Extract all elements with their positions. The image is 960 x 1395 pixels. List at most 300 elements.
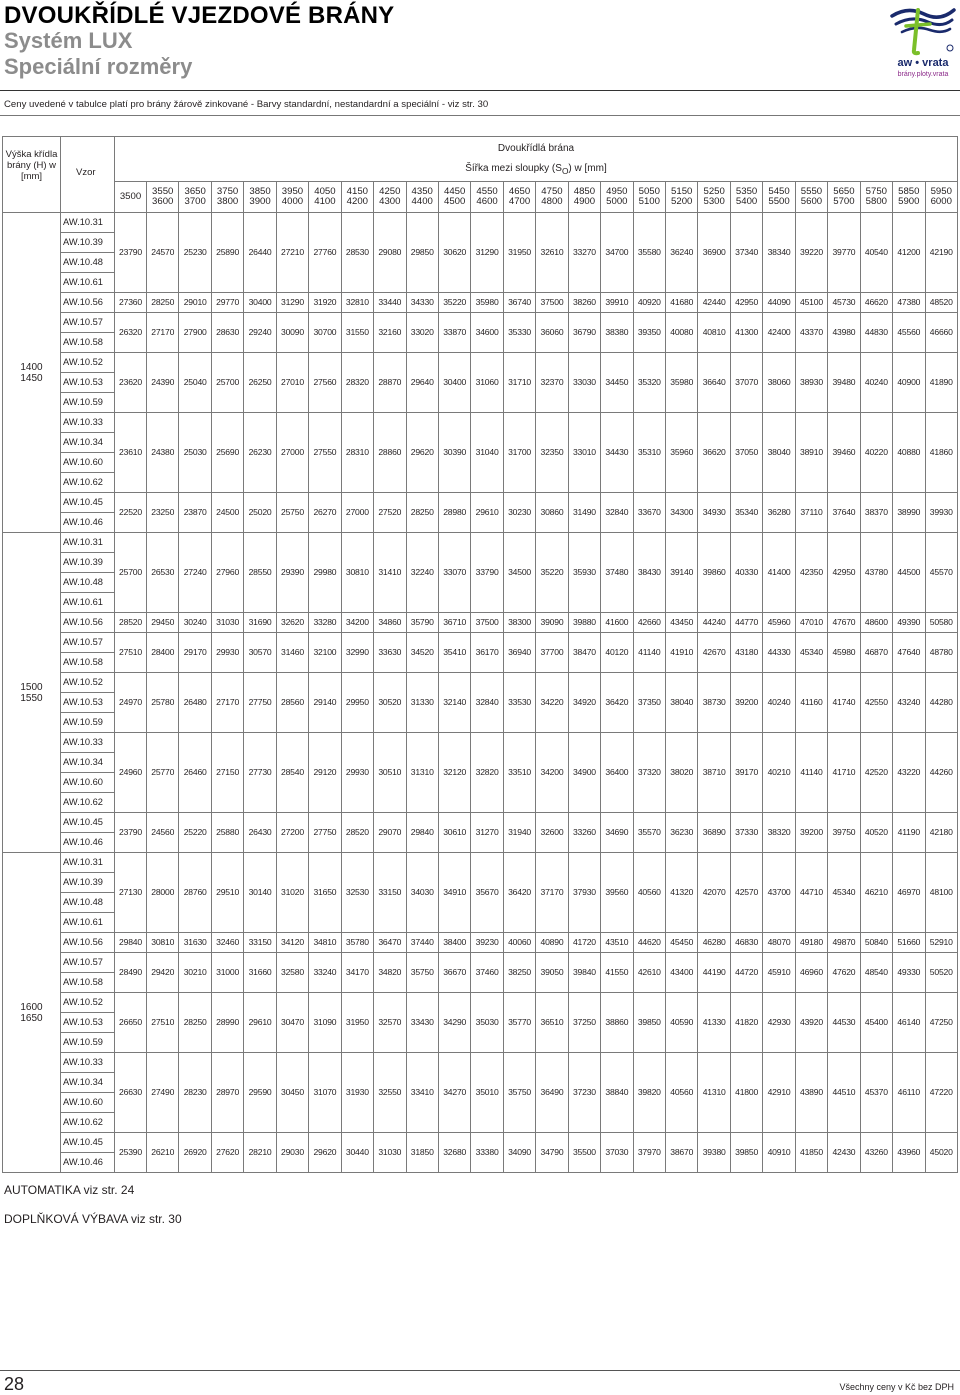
price-cell: 27150	[211, 733, 243, 813]
price-cell: 25230	[179, 213, 211, 293]
width-from: 5450	[768, 185, 790, 197]
price-cell: 27520	[374, 493, 406, 533]
vzor-code: AW.10.52	[61, 993, 115, 1013]
price-cell: 28210	[244, 1133, 276, 1173]
width-to: 3700	[184, 196, 206, 207]
price-cell: 41190	[893, 813, 925, 853]
width-to: 4300	[379, 196, 401, 207]
price-cell: 31940	[503, 813, 535, 853]
width-from: 3650	[184, 185, 206, 197]
price-cell: 28250	[147, 293, 179, 313]
price-cell: 43370	[795, 313, 827, 353]
price-cell: 33150	[244, 933, 276, 953]
price-cell: 30090	[276, 313, 308, 353]
price-cell: 29930	[341, 733, 373, 813]
price-cell: 25770	[147, 733, 179, 813]
price-cell: 39840	[568, 953, 600, 993]
price-cell: 28000	[147, 853, 179, 933]
vzor-code: AW.10.60	[61, 453, 115, 473]
price-cell: 39090	[536, 613, 568, 633]
price-cell: 39230	[471, 933, 503, 953]
price-cell: 34690	[601, 813, 633, 853]
width-to: 4900	[573, 196, 596, 207]
price-note: Ceny uvedené v tabulce platí pro brány žárově zinkované - Barvy standardní, nestandardní a speciální - viz str. 30	[4, 99, 489, 110]
width-column-header	[893, 182, 925, 213]
vzor-code: AW.10.48	[61, 893, 115, 913]
price-cell: 45370	[860, 1053, 892, 1133]
price-cell: 37460	[471, 953, 503, 993]
width-from: 4650	[508, 185, 531, 197]
price-cell: 32810	[341, 293, 373, 313]
price-cell: 33020	[406, 313, 438, 353]
vzor-code: AW.10.39	[61, 233, 115, 253]
price-cell: 29930	[211, 633, 243, 673]
vzor-code: AW.10.59	[61, 1033, 115, 1053]
price-cell: 25780	[147, 673, 179, 733]
price-cell: 42400	[763, 313, 795, 353]
price-cell: 35320	[633, 353, 665, 413]
width-from: 3950	[281, 185, 304, 197]
price-cell: 31630	[179, 933, 211, 953]
width-to: 6000	[930, 196, 952, 207]
price-cell: 27240	[179, 533, 211, 613]
price-cell: 51660	[893, 933, 925, 953]
price-cell: 34820	[374, 953, 406, 993]
price-cell: 41850	[795, 1133, 827, 1173]
price-cell: 31030	[211, 613, 243, 633]
price-cell: 30390	[438, 413, 470, 493]
price-cell: 33030	[568, 353, 600, 413]
vzor-header: Vzor	[61, 137, 115, 213]
price-cell: 37030	[601, 1133, 633, 1173]
price-cell: 39380	[698, 1133, 730, 1173]
price-cell: 35010	[471, 1053, 503, 1133]
vzor-code: AW.10.56	[61, 293, 115, 313]
price-cell: 42070	[698, 853, 730, 933]
price-cell: 36240	[666, 213, 698, 293]
price-cell: 44710	[795, 853, 827, 933]
price-cell: 39050	[536, 953, 568, 993]
price-cell: 32620	[276, 613, 308, 633]
price-cell: 35770	[503, 993, 535, 1053]
price-cell: 38400	[438, 933, 470, 953]
width-to: 3600	[152, 196, 174, 207]
price-cell: 41140	[633, 633, 665, 673]
price-cell: 39480	[828, 353, 860, 413]
height-value: 1450	[20, 372, 43, 384]
price-cell: 36790	[568, 313, 600, 353]
aw-vrata-logo-icon	[888, 4, 958, 56]
width-to: 4800	[541, 196, 563, 207]
price-cell: 29980	[309, 533, 341, 613]
price-cell: 42910	[763, 1053, 795, 1133]
price-cell: 36170	[471, 633, 503, 673]
price-cell: 45730	[828, 293, 860, 313]
price-cell: 37050	[730, 413, 762, 493]
price-cell: 29950	[341, 673, 373, 733]
price-cell: 29080	[374, 213, 406, 293]
price-cell: 36280	[763, 493, 795, 533]
price-cell: 27200	[276, 813, 308, 853]
vzor-code: AW.10.53	[61, 1013, 115, 1033]
price-cell: 35790	[406, 613, 438, 633]
height-value: 1550	[20, 692, 43, 704]
price-cell: 33260	[568, 813, 600, 853]
price-cell: 28550	[244, 533, 276, 613]
price-cell: 36060	[536, 313, 568, 353]
price-cell: 27000	[276, 413, 308, 493]
vzor-code: AW.10.46	[61, 513, 115, 533]
width-column-header	[374, 182, 406, 213]
price-cell: 32680	[438, 1133, 470, 1173]
width-from: 4950	[606, 185, 628, 197]
price-cell: 27170	[211, 673, 243, 733]
price-cell: 40240	[860, 353, 892, 413]
price-cell: 39910	[601, 293, 633, 313]
vybava-note: DOPLŇKOVÁ VÝBAVA viz str. 30	[4, 1212, 182, 1226]
price-cell: 34430	[601, 413, 633, 493]
vzor-code: AW.10.48	[61, 253, 115, 273]
price-cell: 28560	[276, 673, 308, 733]
price-cell: 32240	[406, 533, 438, 613]
price-cell: 37230	[568, 1053, 600, 1133]
price-cell: 44240	[698, 613, 730, 633]
price-cell: 32550	[374, 1053, 406, 1133]
price-cell: 40240	[763, 673, 795, 733]
price-cell: 27960	[211, 533, 243, 613]
width-column-header	[698, 182, 730, 213]
width-column-header	[730, 182, 762, 213]
width-to: 4600	[476, 196, 498, 207]
price-cell: 46110	[893, 1053, 925, 1133]
price-cell: 34270	[438, 1053, 470, 1133]
price-cell: 44090	[763, 293, 795, 313]
price-cell: 25700	[211, 353, 243, 413]
price-cell: 35670	[471, 853, 503, 933]
width-from: 5150	[671, 185, 693, 197]
price-cell: 26480	[179, 673, 211, 733]
price-cell: 34090	[503, 1133, 535, 1173]
price-cell: 47620	[828, 953, 860, 993]
price-cell: 40060	[503, 933, 535, 953]
price-cell: 28520	[115, 613, 147, 633]
price-cell: 39200	[730, 673, 762, 733]
vzor-code: AW.10.60	[61, 1093, 115, 1113]
price-cell: 34810	[309, 933, 341, 953]
price-cell: 34200	[536, 733, 568, 813]
vzor-code: AW.10.52	[61, 353, 115, 373]
price-cell: 34930	[698, 493, 730, 533]
price-cell: 38250	[503, 953, 535, 993]
vzor-code: AW.10.56	[61, 613, 115, 633]
price-cell: 31930	[341, 1053, 373, 1133]
width-from: 4550	[476, 185, 498, 197]
price-cell: 46620	[860, 293, 892, 313]
price-cell: 39460	[828, 413, 860, 493]
price-cell: 30610	[438, 813, 470, 853]
price-cell: 24960	[115, 733, 147, 813]
price-cell: 33790	[471, 533, 503, 613]
price-cell: 36470	[374, 933, 406, 953]
price-cell: 28250	[179, 993, 211, 1053]
vzor-code: AW.10.58	[61, 333, 115, 353]
price-cell: 29620	[309, 1133, 341, 1173]
price-cell: 38730	[698, 673, 730, 733]
price-cell: 41740	[828, 673, 860, 733]
price-cell: 37320	[633, 733, 665, 813]
vzor-code: AW.10.61	[61, 273, 115, 293]
price-cell: 30810	[341, 533, 373, 613]
width-to: 5100	[638, 196, 660, 207]
price-cell: 27750	[309, 813, 341, 853]
price-cell: 32820	[471, 733, 503, 813]
price-cell: 31850	[406, 1133, 438, 1173]
width-from: 4750	[541, 185, 563, 197]
width-from: 4250	[379, 185, 401, 197]
vzor-code: AW.10.46	[61, 1153, 115, 1173]
width-to: 5500	[768, 196, 790, 207]
price-cell: 27620	[211, 1133, 243, 1173]
width-to: 5900	[898, 196, 920, 207]
price-cell: 38910	[795, 413, 827, 493]
price-cell: 44620	[633, 933, 665, 953]
width-to: 5700	[833, 196, 855, 207]
price-cell: 28400	[147, 633, 179, 673]
price-cell: 39560	[601, 853, 633, 933]
vzor-code: AW.10.57	[61, 953, 115, 973]
price-cell: 38040	[763, 413, 795, 493]
price-cell: 33270	[568, 213, 600, 293]
price-cell: 48070	[763, 933, 795, 953]
price-cell: 37070	[730, 353, 762, 413]
price-cell: 39930	[925, 493, 958, 533]
price-cell: 25690	[211, 413, 243, 493]
price-cell: 50580	[925, 613, 958, 633]
price-cell: 29010	[179, 293, 211, 313]
price-cell: 40080	[666, 313, 698, 353]
price-cell: 28980	[438, 493, 470, 533]
price-cell: 34910	[438, 853, 470, 933]
price-cell: 23250	[147, 493, 179, 533]
price-cell: 34120	[276, 933, 308, 953]
price-cell: 49330	[893, 953, 925, 993]
price-cell: 31950	[503, 213, 535, 293]
width-column-header	[795, 182, 827, 213]
price-cell: 29030	[276, 1133, 308, 1173]
price-cell: 33070	[438, 533, 470, 613]
height-header: Výška křídla brány (H) w [mm]	[3, 137, 61, 213]
price-cell: 35220	[438, 293, 470, 313]
price-cell: 31690	[244, 613, 276, 633]
price-cell: 26430	[244, 813, 276, 853]
price-cell: 28630	[211, 313, 243, 353]
automatika-note: AUTOMATIKA viz str. 24	[4, 1183, 135, 1197]
price-cell: 43180	[730, 633, 762, 673]
price-cell: 36670	[438, 953, 470, 993]
price-cell: 38840	[601, 1053, 633, 1133]
vzor-code: AW.10.57	[61, 633, 115, 653]
price-cell: 42520	[860, 733, 892, 813]
price-cell: 40590	[666, 993, 698, 1053]
vzor-code: AW.10.31	[61, 213, 115, 233]
vzor-code: AW.10.61	[61, 913, 115, 933]
price-cell: 36230	[666, 813, 698, 853]
price-cell: 46280	[698, 933, 730, 953]
price-cell: 34220	[536, 673, 568, 733]
price-cell: 30240	[179, 613, 211, 633]
price-cell: 47640	[893, 633, 925, 673]
width-from: 3850	[249, 185, 271, 197]
price-cell: 29120	[309, 733, 341, 813]
price-cell: 33440	[374, 293, 406, 313]
height-value: 1500	[20, 681, 43, 693]
price-cell: 31460	[276, 633, 308, 673]
price-cell: 29420	[147, 953, 179, 993]
price-cell: 43700	[763, 853, 795, 933]
price-cell: 25390	[115, 1133, 147, 1173]
price-cell: 41310	[698, 1053, 730, 1133]
price-cell: 34200	[341, 613, 373, 633]
price-cell: 32840	[601, 493, 633, 533]
price-cell: 24380	[147, 413, 179, 493]
price-cell: 29850	[406, 213, 438, 293]
width-to: 4100	[314, 196, 336, 207]
price-cell: 37250	[568, 993, 600, 1053]
price-cell: 39860	[698, 533, 730, 613]
price-cell: 36490	[536, 1053, 568, 1133]
price-cell: 41710	[828, 733, 860, 813]
price-cell: 44260	[925, 733, 958, 813]
width-column-header	[309, 182, 341, 213]
price-cell: 40220	[860, 413, 892, 493]
price-cell: 27010	[276, 353, 308, 413]
price-cell: 29770	[211, 293, 243, 313]
price-cell: 44720	[730, 953, 762, 993]
price-cell: 26320	[115, 313, 147, 353]
price-cell: 31330	[406, 673, 438, 733]
price-cell: 24560	[147, 813, 179, 853]
price-cell: 32990	[341, 633, 373, 673]
width-column-header	[115, 182, 147, 213]
vzor-code: AW.10.62	[61, 793, 115, 813]
price-cell: 30400	[244, 293, 276, 313]
price-cell: 31710	[503, 353, 535, 413]
price-cell: 30470	[276, 993, 308, 1053]
price-cell: 42180	[925, 813, 958, 853]
vzor-code: AW.10.39	[61, 873, 115, 893]
price-cell: 29170	[179, 633, 211, 673]
price-cell: 38060	[763, 353, 795, 413]
price-cell: 40210	[763, 733, 795, 813]
price-cell: 47220	[925, 1053, 958, 1133]
price-cell: 46870	[860, 633, 892, 673]
height-cell	[3, 533, 61, 853]
price-cell: 33630	[374, 633, 406, 673]
price-cell: 31550	[341, 313, 373, 353]
width-from: 3500	[119, 190, 142, 202]
price-cell: 43780	[860, 533, 892, 613]
price-cell: 23620	[115, 353, 147, 413]
vzor-code: AW.10.59	[61, 393, 115, 413]
price-cell: 41820	[730, 993, 762, 1053]
price-cell: 39850	[730, 1133, 762, 1173]
price-cell: 27550	[309, 413, 341, 493]
price-cell: 43240	[893, 673, 925, 733]
price-cell: 26650	[115, 993, 147, 1053]
height-value: 1400	[20, 361, 43, 373]
vzor-code: AW.10.60	[61, 773, 115, 793]
price-cell: 31060	[471, 353, 503, 413]
price-cell: 38260	[568, 293, 600, 313]
price-cell: 32570	[374, 993, 406, 1053]
price-cell: 29610	[244, 993, 276, 1053]
price-cell: 38430	[633, 533, 665, 613]
price-cell: 38020	[666, 733, 698, 813]
price-cell: 46210	[860, 853, 892, 933]
aw-vrata-logo	[888, 4, 958, 82]
price-cell: 37500	[536, 293, 568, 313]
price-cell: 40330	[730, 533, 762, 613]
price-cell: 47010	[795, 613, 827, 633]
price-cell: 29240	[244, 313, 276, 353]
price-cell: 37480	[601, 533, 633, 613]
price-cell: 44510	[828, 1053, 860, 1133]
page-title: DVOUKŘÍDLÉ VJEZDOVÉ BRÁNY	[4, 2, 395, 29]
price-cell: 27510	[115, 633, 147, 673]
price-cell: 37110	[795, 493, 827, 533]
price-cell: 27560	[309, 353, 341, 413]
price-cell: 42930	[763, 993, 795, 1053]
width-to: 4700	[508, 196, 531, 207]
price-cell: 31290	[276, 293, 308, 313]
price-cell: 43450	[666, 613, 698, 633]
price-cell: 32840	[471, 673, 503, 733]
price-cell: 48540	[860, 953, 892, 993]
price-cell: 35340	[730, 493, 762, 533]
width-to: 3800	[216, 196, 239, 207]
price-cell: 38340	[763, 213, 795, 293]
price-cell: 34030	[406, 853, 438, 933]
price-cell: 49180	[795, 933, 827, 953]
width-caption-unit: ) w [mm]	[568, 163, 607, 174]
width-to: 4000	[281, 196, 304, 207]
price-cell: 35410	[438, 633, 470, 673]
price-cell: 45400	[860, 993, 892, 1053]
price-cell: 43260	[860, 1133, 892, 1173]
logo-brand: aw • vrata	[897, 57, 949, 69]
price-cell: 36510	[536, 993, 568, 1053]
vzor-code: AW.10.58	[61, 653, 115, 673]
price-cell: 45450	[666, 933, 698, 953]
price-cell: 28970	[211, 1053, 243, 1133]
price-cell: 43980	[828, 313, 860, 353]
vzor-code: AW.10.57	[61, 313, 115, 333]
price-cell: 26230	[244, 413, 276, 493]
price-cell: 43400	[666, 953, 698, 993]
width-from: 3750	[216, 185, 239, 197]
price-cell: 28310	[341, 413, 373, 493]
price-cell: 38040	[666, 673, 698, 733]
price-cell: 24970	[115, 673, 147, 733]
price-cell: 30620	[438, 213, 470, 293]
price-cell: 29510	[211, 853, 243, 933]
price-cell: 24390	[147, 353, 179, 413]
price-cell: 25220	[179, 813, 211, 853]
price-cell: 47250	[925, 993, 958, 1053]
price-cell: 31950	[341, 993, 373, 1053]
price-cell: 42440	[698, 293, 730, 313]
width-from: 5550	[800, 185, 823, 197]
